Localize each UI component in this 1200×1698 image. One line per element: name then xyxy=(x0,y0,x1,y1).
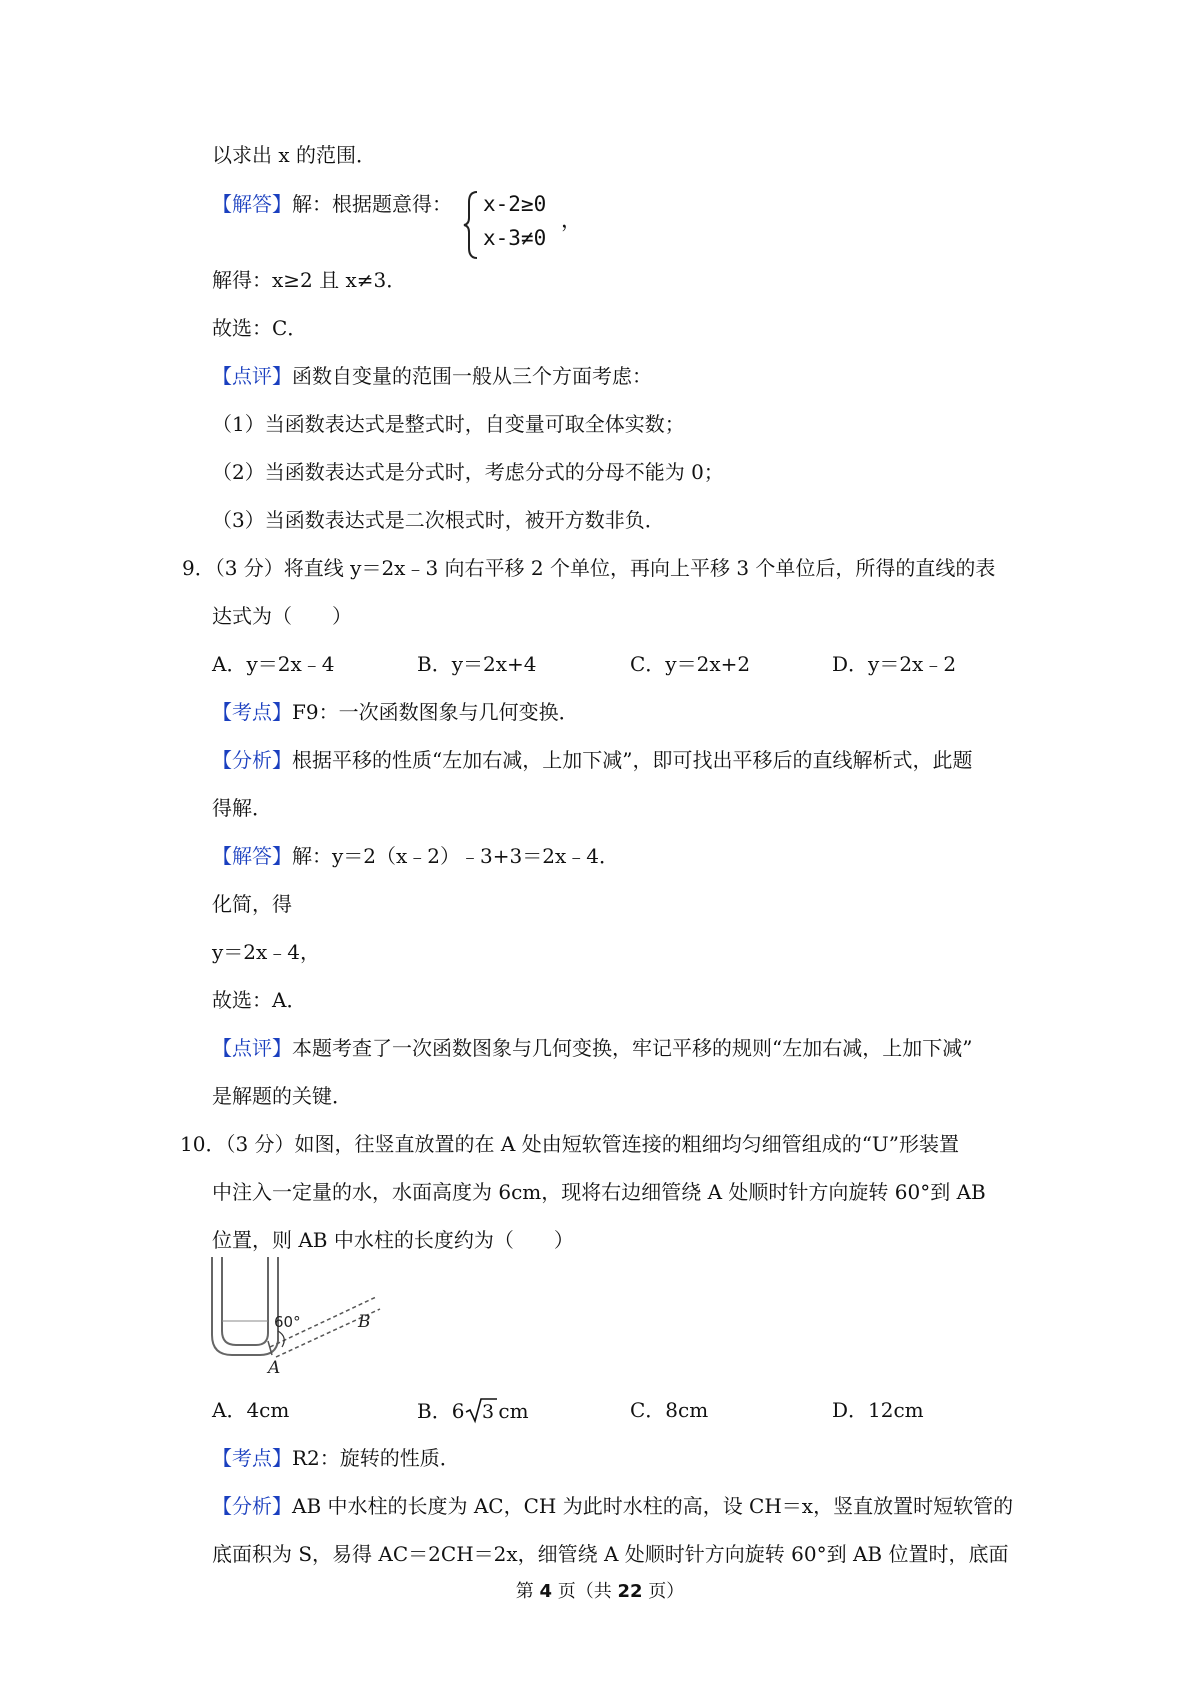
q10-kaodian xyxy=(212,1444,460,1472)
q9-option-a: A．y＝2x﹣4 xyxy=(212,652,335,676)
kaodian-tag: 【考点】 xyxy=(212,700,292,724)
kaodian-tag: 【考点】 xyxy=(212,1446,292,1470)
dianping-tag: 【点评】 xyxy=(212,1036,292,1060)
jieda-text: 解：y＝2（x﹣2）﹣3+3＝2x﹣4． xyxy=(292,844,619,868)
question-9-stem-cont: 达式为（ ） xyxy=(212,604,352,628)
q9-option-d: D．y＝2x﹣2 xyxy=(832,652,957,676)
footer-pre: 第 xyxy=(515,1581,534,1602)
answer-text: 解：根据题意得： xyxy=(292,192,452,216)
sqrt-symbol xyxy=(464,1396,498,1425)
footer-mid: 页（共 xyxy=(557,1581,612,1602)
q10-option-c: C．8cm xyxy=(630,1398,709,1422)
question-10-stem-cont: 位置，则 AB 中水柱的长度约为（ ） xyxy=(212,1228,574,1252)
total-pages: 22 xyxy=(617,1581,643,1602)
inequality-system xyxy=(463,190,582,260)
page-number: 4 xyxy=(539,1581,552,1602)
q10-option-a: A．4cm xyxy=(212,1398,290,1422)
option-b-unit: cm xyxy=(498,1399,529,1423)
q10-option-d: D．12cm xyxy=(832,1398,924,1422)
kaodian-text: R2：旋转的性质． xyxy=(292,1446,460,1470)
q9-jieda xyxy=(212,842,619,870)
dianping-text: 本题考查了一次函数图象与几何变换，牢记平移的规则“左加右减，上加下减” xyxy=(292,1036,973,1060)
text-line: y＝2x﹣4， xyxy=(212,940,321,964)
fenxi-text: 根据平移的性质“左加右减，上加下减”，即可找出平移后的直线解析式，此题 xyxy=(292,748,973,772)
q9-dianping xyxy=(212,1034,972,1062)
kaodian-text: F9：一次函数图象与几何变换． xyxy=(292,700,579,724)
angle-label: 60° xyxy=(274,1313,301,1331)
q9-kaodian xyxy=(212,698,579,726)
comment-text: 函数自变量的范围一般从三个方面考虑： xyxy=(292,364,652,388)
q10-option-b xyxy=(417,1396,529,1425)
footer-post: 页） xyxy=(648,1581,685,1602)
option-b-coef: B．6 xyxy=(417,1399,465,1423)
answer-line xyxy=(212,190,452,218)
question-9-stem: 9．（3 分）将直线 y＝2x﹣3 向右平移 2 个单位，再向上平移 3 个单位后，所得的直线的表 xyxy=(182,556,996,580)
radical-icon xyxy=(464,1396,498,1424)
text-line: 解得：x≥2 且 x≠3． xyxy=(212,268,407,292)
text-line: （1）当函数表达式是整式时，自变量可取全体实数； xyxy=(212,412,685,436)
text-line: 是解题的关键． xyxy=(212,1084,352,1108)
q9-option-b: B．y＝2x+4 xyxy=(417,652,537,676)
comment-tag: 【点评】 xyxy=(212,364,292,388)
fenxi-tag: 【分析】 xyxy=(212,1494,292,1518)
comment-line xyxy=(212,362,652,390)
u-tube-figure xyxy=(208,1255,388,1375)
fenxi-text: AB 中水柱的长度为 AC，CH 为此时水柱的高，设 CH＝x，竖直放置时短软管的 xyxy=(292,1494,1014,1518)
text-line: （3）当函数表达式是二次根式时，被开方数非负． xyxy=(212,508,665,532)
text-line: 以求出 x 的范围． xyxy=(212,143,376,167)
jieda-tag: 【解答】 xyxy=(212,844,292,868)
page-footer xyxy=(0,1577,1200,1603)
point-a-label: A xyxy=(268,1358,281,1375)
q9-option-c: C．y＝2x+2 xyxy=(630,652,751,676)
left-brace-icon xyxy=(463,190,481,260)
text-line: 故选：C． xyxy=(212,316,308,340)
radicand: 3 xyxy=(482,1401,495,1423)
answer-tag: 【解答】 xyxy=(212,192,292,216)
q10-fenxi xyxy=(212,1492,1013,1520)
system-row-2: x-3≠0 xyxy=(483,226,547,250)
point-b-label: B xyxy=(358,1312,371,1332)
text-line: 得解． xyxy=(212,796,272,820)
system-comma: ， xyxy=(561,208,582,232)
text-line: （2）当函数表达式是分式时，考虑分式的分母不能为 0； xyxy=(212,460,724,484)
question-10-stem-cont: 中注入一定量的水，水面高度为 6cm，现将右边细管绕 A 处顺时针方向旋转 60°到 AB xyxy=(212,1180,986,1204)
text-line: 化简，得 xyxy=(212,892,292,916)
text-line: 故选：A． xyxy=(212,988,307,1012)
q9-fenxi xyxy=(212,746,972,774)
u-tube-diagram xyxy=(208,1255,388,1375)
system-row-1: x-2≥0 xyxy=(483,192,547,216)
question-10-stem: 10．（3 分）如图，往竖直放置的在 A 处由短软管连接的粗细均匀细管组成的“U”形装置 xyxy=(180,1132,959,1156)
fenxi-tag: 【分析】 xyxy=(212,748,292,772)
text-line: 底面积为 S，易得 AC＝2CH＝2x，细管绕 A 处顺时针方向旋转 60°到 AB 位置时，底面 xyxy=(212,1542,1009,1566)
